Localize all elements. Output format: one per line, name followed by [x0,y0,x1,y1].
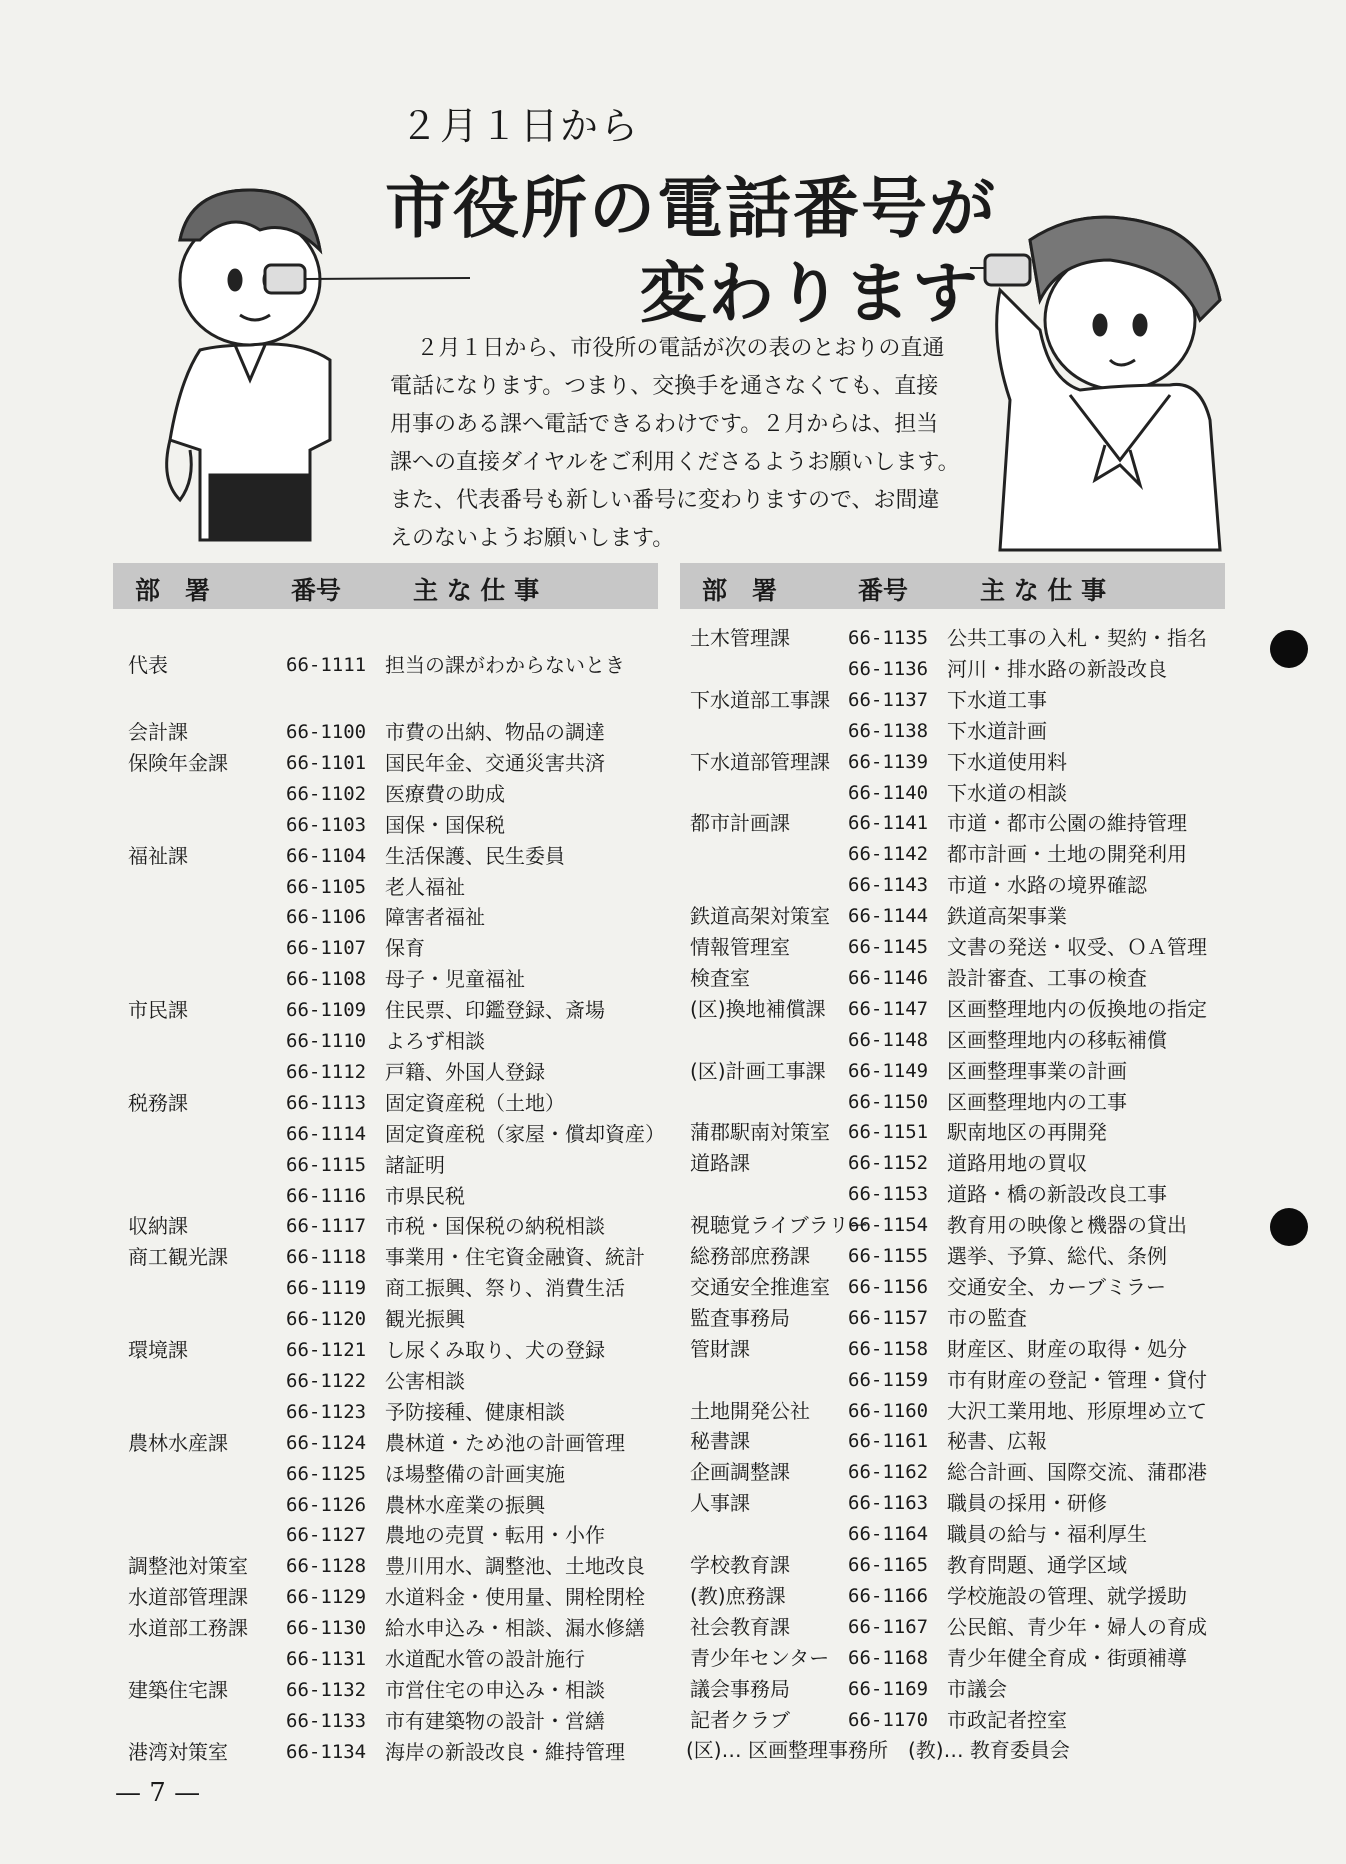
duties-cell: 諸証明 [385,1152,445,1177]
right-table-header [680,563,1225,609]
duties-cell: 固定資産税（土地） [385,1090,565,1115]
phone-number-cell: 66-1154 [848,1214,929,1237]
phone-number-cell: 66-1112 [286,1060,367,1083]
department-cell: (区)換地補償課 [690,996,826,1021]
phone-number-cell: 66-1110 [286,1030,367,1052]
phone-number-cell: 66-1108 [286,968,367,991]
duties-cell: 公共工事の入札・契約・指名 [947,626,1207,650]
duties-cell: 教育問題、通学区域 [947,1553,1127,1577]
footnote: (区)… 区画整理事務所 (教)… 教育委員会 [686,1738,1070,1762]
phone-number-cell: 66-1119 [286,1277,367,1300]
left-table-header [113,563,658,609]
phone-number-cell: 66-1164 [848,1523,929,1546]
department-cell: 秘書課 [690,1429,750,1454]
department-cell: 管財課 [690,1336,750,1361]
duties-cell: 市道・水路の境界確認 [947,873,1147,898]
department-cell: 都市計画課 [690,811,790,836]
phone-number-cell: 66-1105 [286,875,367,898]
phone-number-cell: 66-1157 [848,1306,929,1329]
duties-cell: 区画整理地内の工事 [947,1089,1127,1114]
phone-number-cell: 66-1138 [848,719,929,742]
department-cell: 下水道部管理課 [690,749,830,774]
duties-cell: 職員の給与・福利厚生 [947,1522,1147,1547]
duties-cell: 市有財産の登記・管理・貸付 [947,1367,1207,1392]
header-dept: 部 署 [135,576,211,605]
department-cell: 情報管理室 [690,935,790,959]
duties-cell: 水道料金・使用量、開栓閉栓 [385,1585,645,1610]
phone-number-cell: 66-1131 [286,1648,367,1670]
page-title-line2: 変わります [640,255,980,332]
phone-number-cell: 66-1115 [286,1153,367,1176]
department-cell: 代表 [128,653,168,677]
department-cell: (区)計画工事課 [690,1058,826,1083]
phone-number-cell: 66-1103 [286,813,367,836]
department-cell: 学校教育課 [690,1553,790,1577]
duties-cell: 母子・児童福祉 [385,967,525,992]
phone-number-cell: 66-1125 [286,1462,367,1485]
phone-number-cell: 66-1127 [286,1524,367,1547]
phone-number-cell: 66-1163 [848,1492,929,1515]
duties-cell: 下水道工事 [947,687,1047,712]
duties-cell: し尿くみ取り、犬の登録 [385,1338,605,1362]
phone-number-cell: 66-1147 [848,997,929,1020]
department-cell: 視聴覚ライブラリー [690,1213,869,1238]
department-cell: 人事課 [690,1491,750,1516]
phone-number-cell: 66-1156 [848,1275,929,1298]
duties-cell: 道路用地の買収 [947,1151,1087,1176]
department-cell: 税務課 [128,1090,188,1115]
phone-number-cell: 66-1100 [286,721,367,743]
phone-number-cell: 66-1130 [286,1617,367,1640]
duties-cell: 設計審査、工事の検査 [947,965,1147,990]
header-number: 番号 [858,576,909,605]
phone-number-cell: 66-1165 [848,1554,929,1576]
duties-cell: 国保・国保税 [385,812,505,837]
department-cell: 土地開発公社 [690,1398,810,1423]
duties-cell: 下水道計画 [947,718,1047,743]
department-cell: 下水道部工事課 [690,687,830,712]
phone-number-cell: 66-1121 [286,1339,367,1361]
phone-number-cell: 66-1161 [848,1430,929,1453]
department-cell: 蒲郡駅南対策室 [690,1120,830,1145]
duties-cell: 市費の出納、物品の調達 [385,720,605,744]
duties-cell: 生活保護、民生委員 [385,843,565,868]
duties-cell: 駅南地区の再開発 [947,1120,1107,1145]
phone-number-cell: 66-1168 [848,1646,929,1669]
duties-cell: よろず相談 [385,1029,485,1053]
phone-number-cell: 66-1133 [286,1709,367,1732]
duties-cell: 事業用・住宅資金融資、統計 [385,1245,645,1270]
phone-number-cell: 66-1142 [848,843,929,866]
phone-number-cell: 66-1116 [286,1184,367,1207]
page-number: — 7 — [115,1778,201,1808]
duties-cell: 医療費の助成 [385,781,505,806]
duties-cell: 区画整理地内の移転補償 [947,1027,1167,1052]
phone-number-cell: 66-1167 [848,1615,929,1638]
department-cell: 商工観光課 [128,1245,228,1270]
subtitle: ２月１日から [400,104,641,148]
phone-number-cell: 66-1101 [286,751,367,774]
duties-cell: 都市計画・土地の開発利用 [947,842,1187,867]
duties-cell: 下水道の相談 [947,780,1067,805]
department-cell: 建築住宅課 [128,1677,228,1702]
phone-number-cell: 66-1143 [848,874,929,897]
boy-illustration [140,180,470,550]
phone-number-cell: 66-1146 [848,966,929,989]
duties-cell: 市議会 [947,1676,1007,1701]
duties-cell: 文書の発送・収受、ＯＡ管理 [947,935,1207,959]
duties-cell: 下水道使用料 [947,749,1067,774]
duties-cell: 予防接種、健康相談 [385,1399,565,1424]
duties-cell: 市営住宅の申込み・相談 [385,1677,605,1702]
phone-number-cell: 66-1124 [286,1431,367,1454]
phone-number-cell: 66-1140 [848,781,929,804]
phone-number-cell: 66-1129 [286,1586,367,1609]
binder-hole-top [1270,630,1308,668]
duties-cell: 戸籍、外国人登録 [385,1059,545,1084]
phone-number-cell: 66-1152 [848,1152,929,1175]
duties-cell: 海岸の新設改良・維持管理 [385,1739,625,1764]
department-cell: 調整池対策室 [128,1554,248,1579]
phone-number-cell: 66-1118 [286,1246,367,1269]
duties-cell: 障害者福祉 [385,905,485,930]
duties-cell: 河川・排水路の新設改良 [947,656,1167,681]
department-cell: 水道部工務課 [128,1616,248,1641]
duties-cell: 給水申込み・相談、漏水修繕 [385,1616,645,1641]
phone-number-cell: 66-1137 [848,688,929,711]
duties-cell: 秘書、広報 [947,1429,1047,1454]
duties-cell: 老人福祉 [385,874,465,899]
phone-number-cell: 66-1122 [286,1369,367,1392]
department-cell: 監査事務局 [690,1305,790,1330]
department-cell: 福祉課 [128,843,188,868]
department-cell: 議会事務局 [690,1676,790,1701]
phone-number-cell: 66-1136 [848,657,929,680]
duties-cell: 学校施設の管理、就学援助 [947,1583,1187,1608]
department-cell: 環境課 [128,1338,188,1362]
phone-number-cell: 66-1158 [848,1337,929,1360]
phone-number-cell: 66-1155 [848,1245,929,1267]
department-cell: 検査室 [690,965,750,990]
phone-number-cell: 66-1113 [286,1091,367,1114]
duties-cell: 教育用の映像と機器の貸出 [947,1213,1187,1238]
duties-cell: 鉄道高架事業 [947,904,1067,929]
department-cell: 保険年金課 [128,750,228,775]
phone-number-cell: 66-1134 [286,1740,367,1763]
department-cell: 港湾対策室 [128,1739,228,1764]
duties-cell: 国民年金、交通災害共済 [385,750,605,775]
duties-cell: 豊川用水、調整池、土地改良 [385,1554,645,1579]
department-cell: 記者クラブ [690,1707,790,1732]
department-cell: 水道部管理課 [128,1585,248,1610]
duties-cell: 農林水産業の振興 [385,1492,545,1517]
header-work: 主 な 仕 事 [980,576,1107,605]
phone-number-cell: 66-1149 [848,1059,929,1082]
department-cell: 農林水産課 [128,1430,228,1455]
header-work: 主 な 仕 事 [413,576,540,605]
phone-number-cell: 66-1144 [848,905,929,928]
duties-cell: 公民館、青少年・婦人の育成 [947,1614,1207,1639]
phone-number-cell: 66-1170 [848,1708,929,1731]
binder-hole-bottom [1270,1208,1308,1246]
department-cell: 収納課 [128,1214,188,1239]
duties-cell: 市有建築物の設計・営繕 [385,1708,605,1733]
duties-cell: 区画整理地内の仮換地の指定 [947,996,1207,1021]
phone-number-cell: 66-1102 [286,782,367,805]
duties-cell: 観光振興 [385,1307,465,1332]
department-cell: 総務部庶務課 [690,1244,810,1268]
department-cell: 鉄道高架対策室 [690,904,830,929]
department-cell: 社会教育課 [690,1614,790,1639]
duties-cell: 農地の売買・転用・小作 [385,1523,605,1548]
header-number: 番号 [291,576,342,605]
intro-paragraph: ２月１日から、市役所の電話が次の表のとおりの直通電話になります。つまり、交換手を通さなくても、直接用事のある課へ電話できるわけです。２月からは、担当課への直接ダイヤルをご利用くださるようお願いします。また、代表番号も新しい番号に変わりますので、お間違えのないようお願いします。 [390,336,960,551]
phone-number-cell: 66-1111 [286,654,367,676]
girl-illustration [970,200,1240,560]
phone-number-cell: 66-1139 [848,750,929,773]
duties-cell: 市の監査 [947,1305,1027,1330]
department-cell: 道路課 [690,1151,750,1176]
phone-number-cell: 66-1106 [286,906,367,929]
header-dept: 部 署 [702,576,778,605]
duties-cell: 総合計画、国際交流、蒲郡港 [947,1460,1207,1485]
duties-cell: 大沢工業用地、形原埋め立て [947,1398,1207,1423]
duties-cell: 固定資産税（家屋・償却資産） [385,1121,665,1146]
duties-cell: 市県民税 [385,1183,465,1208]
phone-number-cell: 66-1153 [848,1183,929,1206]
phone-number-cell: 66-1132 [286,1678,367,1701]
phone-number-cell: 66-1166 [848,1584,929,1607]
phone-number-cell: 66-1145 [848,936,929,958]
phone-number-cell: 66-1162 [848,1461,929,1484]
phone-number-cell: 66-1169 [848,1677,929,1700]
phone-number-cell: 66-1141 [848,812,929,835]
department-cell: 土木管理課 [690,626,790,650]
department-cell: 青少年センター [690,1645,830,1670]
duties-cell: 保育 [385,936,425,961]
phone-number-cell: 66-1109 [286,999,367,1022]
phone-number-cell: 66-1150 [848,1090,929,1113]
duties-cell: 財産区、財産の取得・処分 [947,1336,1187,1361]
phone-number-cell: 66-1117 [286,1215,367,1238]
duties-cell: 市道・都市公園の維持管理 [947,811,1187,836]
phone-number-cell: 66-1135 [848,627,929,649]
duties-cell: ほ場整備の計画実施 [385,1461,565,1486]
duties-cell: 区画整理事業の計画 [947,1058,1127,1083]
duties-cell: 交通安全、カーブミラー [947,1274,1166,1299]
phone-number-cell: 66-1151 [848,1121,929,1144]
duties-cell: 水道配水管の設計施行 [385,1647,585,1671]
department-cell: (教)庶務課 [690,1583,786,1608]
duties-cell: 選挙、予算、総代、条例 [947,1244,1167,1268]
duties-cell: 商工振興、祭り、消費生活 [385,1276,625,1301]
duties-cell: 道路・橋の新設改良工事 [947,1182,1167,1207]
phone-number-cell: 66-1104 [286,844,367,867]
duties-cell: 住民票、印鑑登録、斎場 [385,998,605,1023]
phone-number-cell: 66-1123 [286,1400,367,1423]
phone-number-cell: 66-1120 [286,1308,367,1331]
phone-number-cell: 66-1148 [848,1028,929,1051]
duties-cell: 青少年健全育成・街頭補導 [947,1645,1187,1670]
duties-cell: 職員の採用・研修 [947,1491,1107,1516]
duties-cell: 担当の課がわからないとき [385,653,625,677]
phone-number-cell: 66-1128 [286,1555,367,1578]
duties-cell: 公害相談 [385,1368,465,1393]
duties-cell: 農林道・ため池の計画管理 [385,1430,625,1455]
phone-number-cell: 66-1160 [848,1399,929,1422]
page-title-line1: 市役所の電話番号が [385,170,997,247]
department-cell: 交通安全推進室 [690,1274,830,1299]
duties-cell: 市税・国保税の納税相談 [385,1214,605,1239]
department-cell: 企画調整課 [690,1460,790,1485]
department-cell: 市民課 [128,998,188,1023]
phone-number-cell: 66-1159 [848,1368,929,1391]
phone-number-cell: 66-1107 [286,937,367,960]
duties-cell: 市政記者控室 [947,1707,1067,1732]
phone-number-cell: 66-1126 [286,1493,367,1516]
phone-number-cell: 66-1114 [286,1122,367,1145]
department-cell: 会計課 [128,720,188,744]
